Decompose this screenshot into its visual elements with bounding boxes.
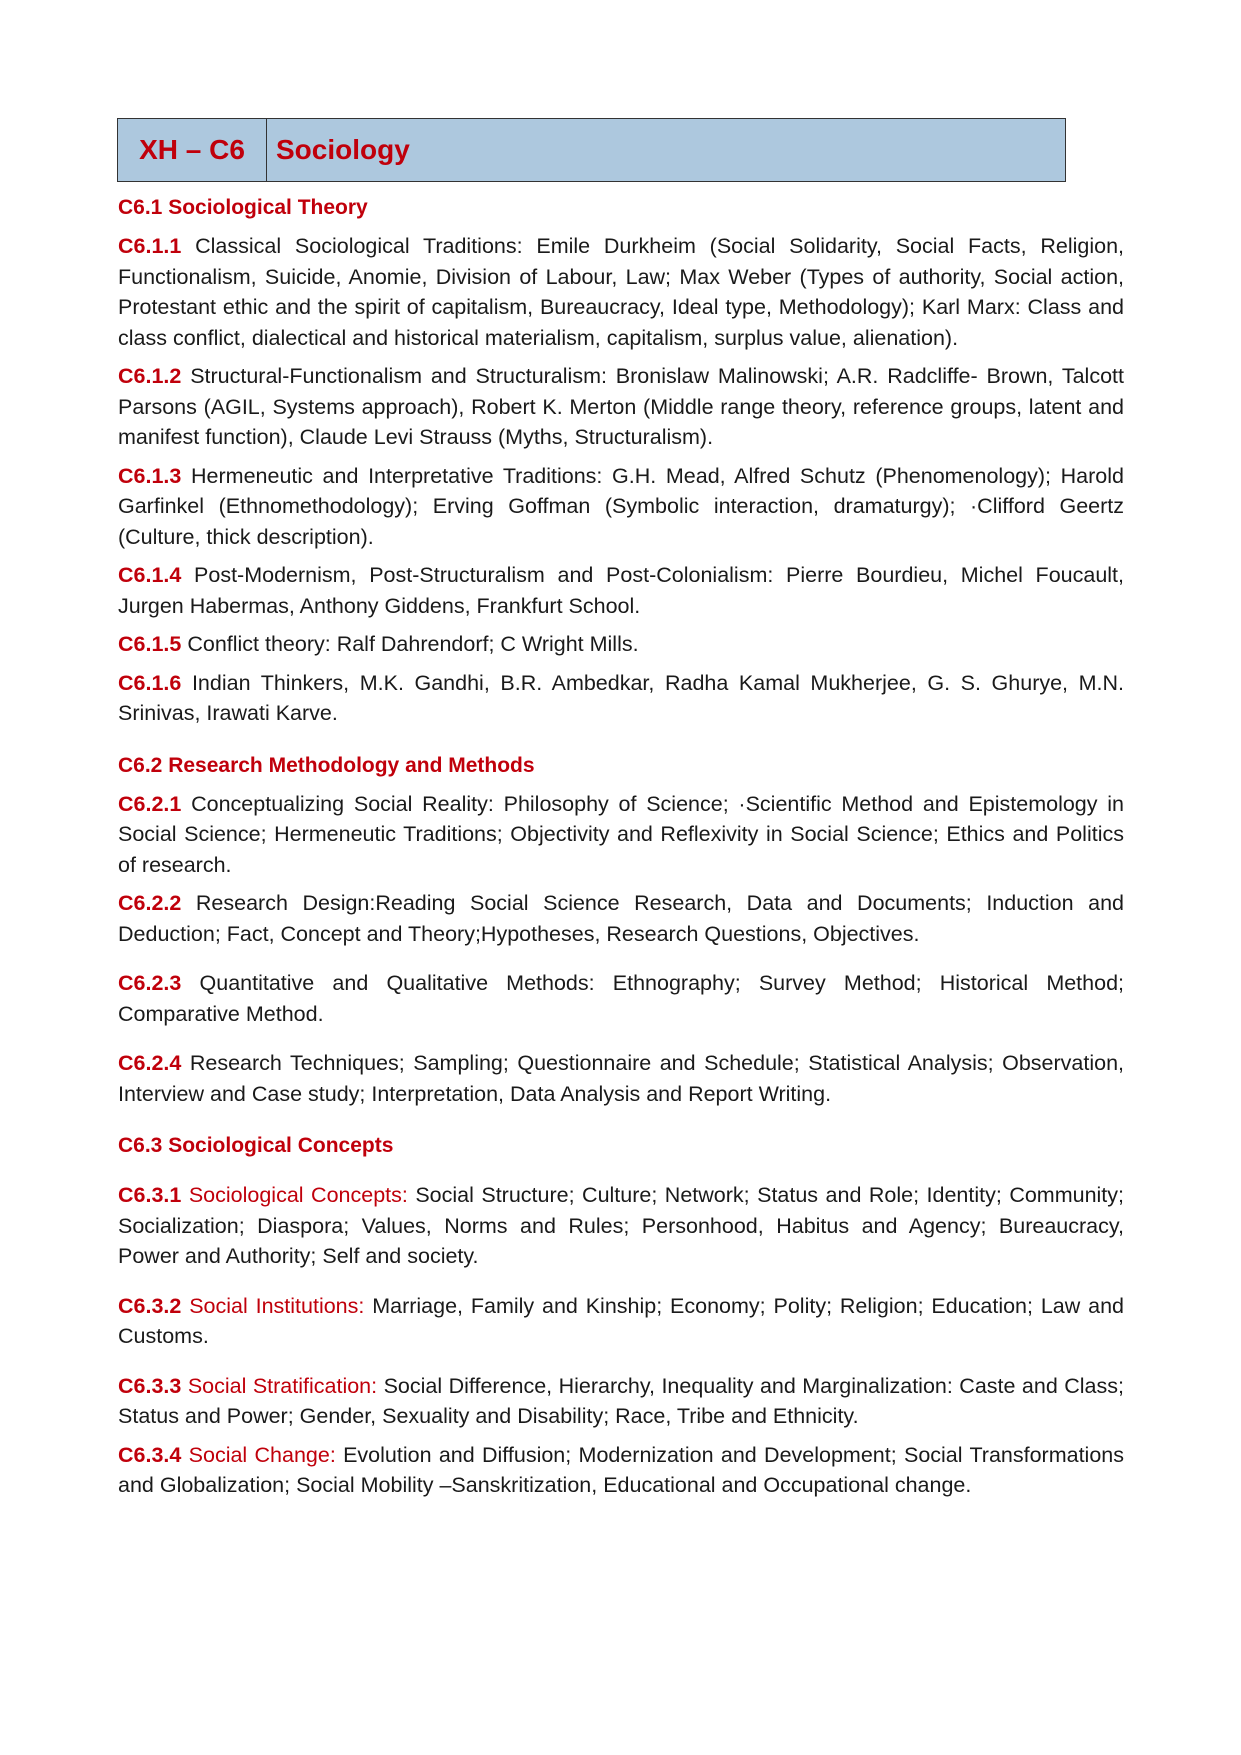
syllabus-item (118, 461, 1124, 553)
item-text: Structural-Functionalism and Structuralism: Bronislaw Malinowski; A.R. Radcliffe- Brown, Talcott Parsons (AGIL, Systems approach), Robert K. Merton (Middle range theory, reference groups, latent and manifest function), Claude Levi Strauss (Myths, Structuralism). (118, 364, 1124, 449)
item-code: C6.1.3 (118, 463, 182, 488)
syllabus-item (118, 1440, 1124, 1501)
item-code: C6.3.2 (118, 1293, 182, 1318)
item-text: Conflict theory: Ralf Dahrendorf; C Wright Mills. (181, 632, 639, 656)
syllabus-item (118, 1371, 1124, 1432)
syllabus-item (118, 560, 1124, 621)
syllabus-item (118, 668, 1124, 729)
section-sociological-concepts (118, 1131, 1124, 1501)
item-text: Evolution and Diffusion; Modernization and Development; Social Transformations and Globalization; Social Mobility –Sanskritization, Educational and Occupational change. (118, 1442, 1124, 1497)
item-code: C6.2.4 (118, 1051, 182, 1075)
item-code: C6.2.2 (118, 891, 182, 915)
item-code: C6.1.2 (118, 364, 182, 388)
item-code: C6.1.6 (118, 670, 182, 695)
syllabus-item (118, 361, 1124, 453)
item-code: C6.1.5 (118, 632, 182, 656)
item-text: Research Techniques; Sampling; Questionnaire and Schedule; Statistical Analysis; Observation, Interview and Case study; Interpretation, Data Analysis and Report Writing. (118, 1051, 1124, 1106)
item-text: Research Design:Reading Social Science Research, Data and Documents; Induction and Deduction; Fact, Concept and Theory;Hypotheses, Research Questions, Objectives. (118, 891, 1124, 946)
section-heading: C6.2 Research Methodology and Methods (118, 753, 535, 777)
item-code: C6.3.4 (118, 1442, 182, 1467)
item-code: C6.3.3 (118, 1373, 182, 1398)
section-heading: C6.3 Sociological Concepts (118, 1134, 394, 1157)
section-research-methodology (118, 751, 1124, 1110)
item-sublabel: Social Change: (181, 1442, 336, 1467)
item-text: Social Structure; Culture; Network; Status and Role; Identity; Community; Socialization; Diaspora; Values, Norms and Rules; Personhood, Habitus and Agency; Bureaucracy, Power and Authority; Self and society. (118, 1183, 1125, 1268)
item-text: Classical Sociological Traditions: Emile Durkheim (Social Solidarity, Social Facts, Religion, Functionalism, Suicide, Anomie, Division of Labour, Law; Max Weber (Types of authority, Social action, Protestant ethic and the spirit of capitalism, Bureaucracy, Ideal type, Methodology); Karl Marx: Class and class conflict, dialectical and historical materialism, capitalism, surplus value, alienation). (118, 234, 1124, 350)
subject-code: XH – C6 (118, 119, 267, 181)
item-sublabel: Social Institutions: (181, 1293, 365, 1318)
item-code: C6.1.1 (118, 234, 182, 258)
item-text: Marriage, Family and Kinship; Economy; Polity; Religion; Education; Law and Customs. (118, 1293, 1124, 1348)
item-sublabel: Sociological Concepts: (181, 1183, 408, 1207)
item-text: Indian Thinkers, M.K. Gandhi, B.R. Ambedkar, Radha Kamal Mukherjee, G. S. Ghurye, M.N. Srinivas, Irawati Karve. (118, 670, 1124, 725)
syllabus-content (118, 193, 1124, 1501)
syllabus-item (118, 1048, 1124, 1109)
syllabus-item (118, 629, 1124, 660)
syllabus-item (118, 968, 1124, 1029)
item-code: C6.2.1 (118, 791, 182, 816)
item-code: C6.2.3 (118, 971, 182, 995)
section-sociological-theory (118, 193, 1124, 729)
item-text: Social Difference, Hierarchy, Inequality and Marginalization: Caste and Class; Status and Power; Gender, Sexuality and Disability; Race, Tribe and Ethnicity. (118, 1373, 1124, 1428)
syllabus-item (118, 231, 1124, 353)
item-sublabel: Social Stratification: (181, 1373, 378, 1398)
subject-title: Sociology (276, 134, 410, 165)
syllabus-item (118, 789, 1124, 881)
item-text: Quantitative and Qualitative Methods: Ethnography; Survey Method; Historical Method; Comparative Method. (118, 971, 1124, 1026)
item-code: C6.1.4 (118, 563, 182, 587)
syllabus-item (118, 1291, 1124, 1352)
subject-header (117, 118, 1066, 182)
item-text: Conceptualizing Social Reality: Philosophy of Science; ·Scientific Method and Epistemology in Social Science; Hermeneutic Traditions; Objectivity and Reflexivity in Social Science; Ethics and Politics of research. (118, 791, 1124, 877)
item-code: C6.3.1 (118, 1183, 182, 1207)
syllabus-item (118, 888, 1124, 949)
syllabus-item (118, 1180, 1124, 1272)
section-heading: C6.1 Sociological Theory (118, 196, 368, 219)
item-text: Hermeneutic and Interpretative Traditions: G.H. Mead, Alfred Schutz (Phenomenology); Harold Garfinkel (Ethnomethodology); Erving Goffman (Symbolic interaction, dramaturgy); ·Clifford Geertz (Culture, thick description). (118, 463, 1124, 549)
item-text: Post-Modernism, Post-Structuralism and Post-Colonialism: Pierre Bourdieu, Michel Foucault, Jurgen Habermas, Anthony Giddens, Frankfurt School. (118, 563, 1124, 618)
